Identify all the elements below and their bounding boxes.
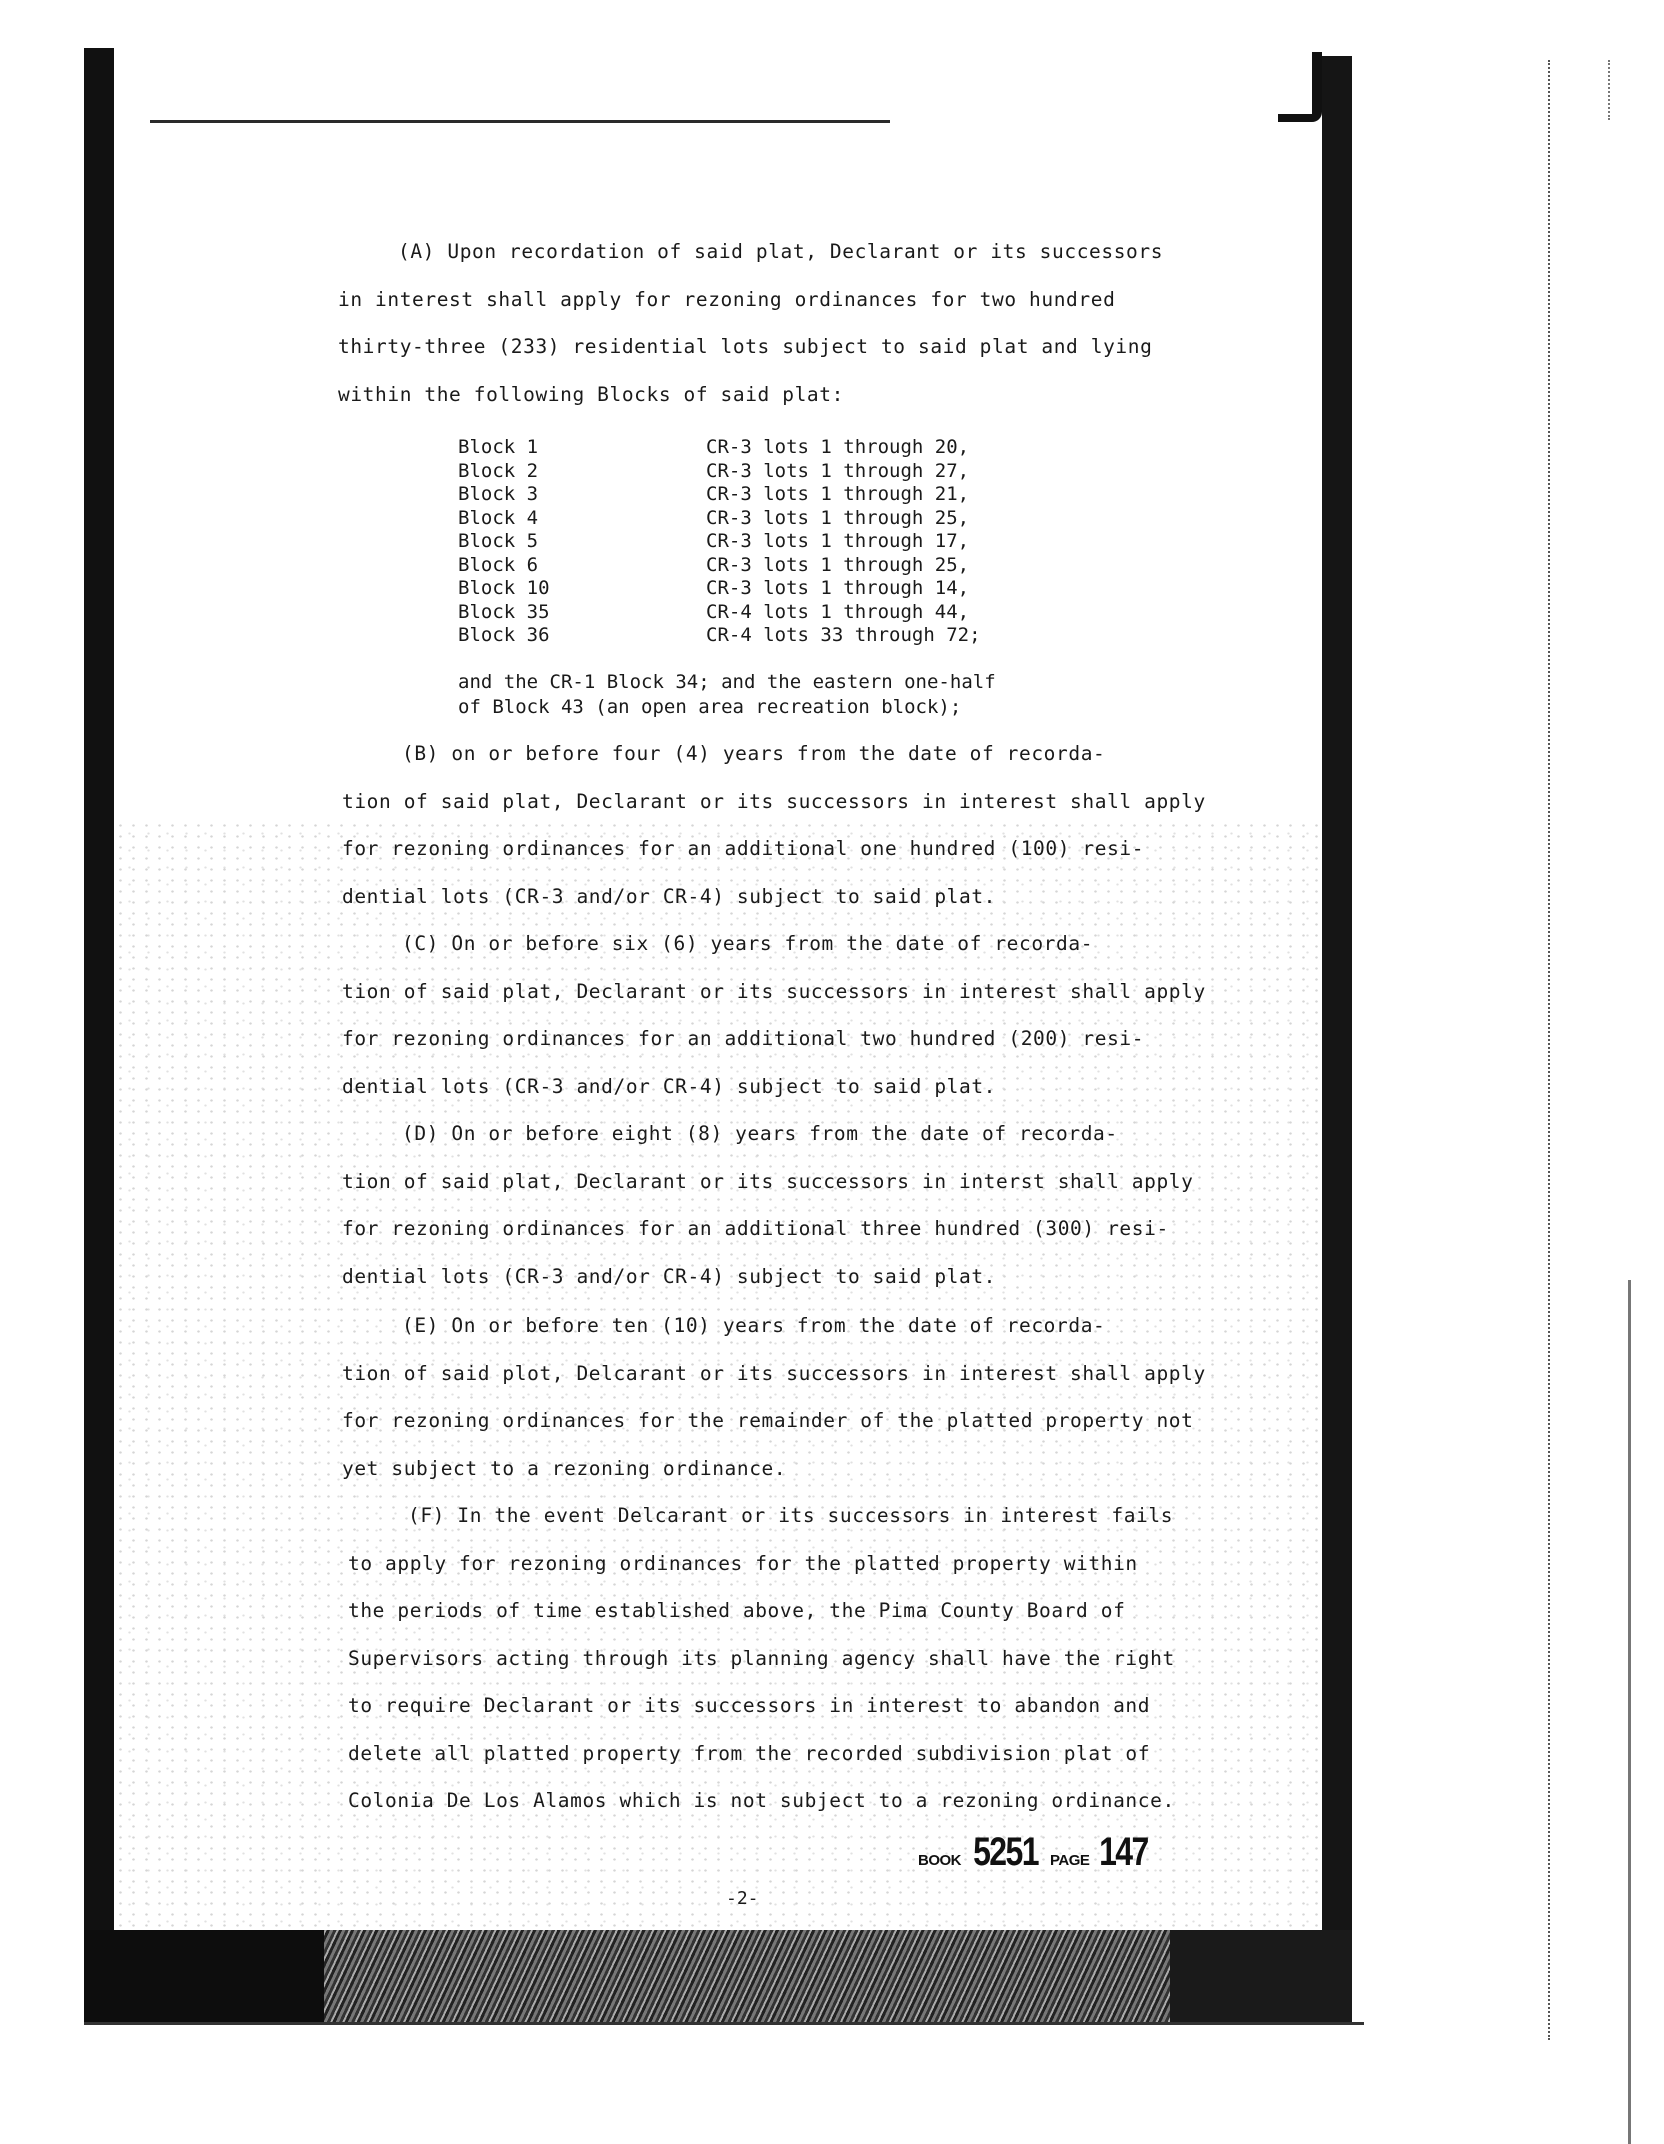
scan-border-right [1322,56,1352,2020]
paragraph-c-line: for rezoning ordinances for an additional two hundred (200) resi- [342,1027,1145,1050]
block-lots: CR-3 lots 1 through 25, [706,506,970,529]
block-lots: CR-3 lots 1 through 14, [706,577,970,599]
block-row [458,624,981,648]
paragraph-b-line: tion of said plat, Declarant or its successors in interest shall apply [342,789,1206,813]
page-label: PAGE [1049,1852,1090,1869]
scan-border-bottom-right [1170,1930,1352,2022]
block-row [458,601,981,625]
bottom-rule [84,2022,1364,2025]
paragraph-f-line: the periods of time established above, the Pima County Board of [348,1599,1126,1622]
paragraph-e-line: for rezoning ordinances for the remainder of the platted property not [342,1409,1194,1432]
block-row [458,530,981,554]
paragraph-f-line: to apply for rezoning ordinances for the platted property within [348,1551,1138,1575]
block-name: Block 6 [458,553,539,576]
block-lots: CR-3 lots 1 through 20, [706,436,970,458]
margin-dotted-line-short [1608,60,1610,120]
paragraph-f-line: Supervisors acting through its planning agency shall have the right [348,1646,1175,1670]
paragraph-c [342,920,1206,1110]
block-lots: CR-4 lots 1 through 44, [706,600,970,623]
book-label: BOOK [918,1852,961,1869]
paragraph-f-line: to require Declarant or its successors in interest to abandon and [348,1694,1151,1717]
block-name: Block 1 [458,436,539,458]
paragraph-b-line: for rezoning ordinances for an additional one hundred (100) resi- [342,837,1145,860]
paragraph-d-line: for rezoning ordinances for an additional three hundred (300) resi- [342,1217,1169,1240]
corner-bracket-mark [1278,52,1322,122]
block-name: Block 35 [458,600,550,623]
paragraph-b-line: (B) on or before four (4) years from the date of recorda- [402,742,1106,765]
paragraph-c-line: dential lots (CR-3 and/or CR-4) subject to said plat. [342,1074,997,1098]
block-name: Block 10 [458,577,550,599]
scan-border-bottom-left [84,1930,324,2022]
block-row [458,483,981,507]
paragraph-f-line: Colonia De Los Alamos which is not subject to a rezoning ordinance. [348,1789,1175,1812]
block-lots: CR-3 lots 1 through 25, [706,553,970,576]
paragraph-a-line: (A) Upon recordation of said plat, Declarant or its successors [398,240,1164,263]
paragraph-c-line: tion of said plat, Declarant or its successors in interest shall apply [342,979,1206,1003]
paragraph-e-line: tion of said plot, Delcarant or its successors in interest shall apply [342,1361,1206,1385]
block-tail-line: of Block 43 (an open area recreation block); [458,696,962,718]
paragraph-a-line: thirty-three (233) residential lots subject to said plat and lying [338,335,1153,358]
block-name: Block 2 [458,459,539,482]
paragraph-d [342,1110,1193,1300]
paragraph-e-line: (E) On or before ten (10) years from the date of recorda- [402,1314,1106,1337]
block-list-tail [458,670,996,720]
book-page-stamp [918,1830,1154,1875]
page-number-stamp: 147 [1099,1830,1149,1874]
paragraph-b-line: dential lots (CR-3 and/or CR-4) subject to said plat. [342,884,997,908]
block-tail-line: and the CR-1 Block 34; and the eastern one-half [458,671,996,693]
block-row [458,436,981,460]
book-number: 5251 [973,1830,1038,1874]
paragraph-e-line: yet subject to a rezoning ordinance. [342,1456,787,1480]
paragraph-a [338,228,1163,418]
margin-dotted-line [1548,60,1550,2040]
block-lots: CR-4 lots 33 through 72; [706,624,981,646]
paragraph-f-line: delete all platted property from the recorded subdivision plat of [348,1741,1151,1765]
scan-border-left [84,48,114,2020]
block-lots: CR-3 lots 1 through 21, [706,483,970,505]
block-name: Block 3 [458,483,539,505]
paragraph-a-line: in interest shall apply for rezoning ordinances for two hundred [338,287,1116,311]
block-row [458,507,981,531]
paragraph-e [342,1302,1206,1492]
paragraph-f [348,1492,1175,1825]
page-edge-line [1628,1280,1631,2144]
block-name: Block 5 [458,530,539,552]
block-row [458,554,981,578]
paragraph-d-line: tion of said plat, Declarant or its successors in interst shall apply [342,1169,1194,1193]
paragraph-c-line: (C) On or before six (6) years from the date of recorda- [402,932,1094,955]
block-lots: CR-3 lots 1 through 17, [706,530,970,552]
block-name: Block 36 [458,624,550,646]
block-row [458,577,981,601]
block-name: Block 4 [458,506,539,529]
block-row [458,460,981,484]
top-rule [150,120,890,123]
paragraph-d-line: dential lots (CR-3 and/or CR-4) subject to said plat. [342,1264,997,1288]
paragraph-b [342,730,1206,920]
page-footer-number: -2- [726,1888,759,1909]
paragraph-d-line: (D) On or before eight (8) years from the date of recorda- [402,1122,1118,1145]
block-lots: CR-3 lots 1 through 27, [706,459,970,482]
block-list [458,436,981,648]
paragraph-a-line: within the following Blocks of said plat: [338,382,844,406]
paragraph-f-line: (F) In the event Delcarant or its successors in interest fails [408,1504,1174,1527]
